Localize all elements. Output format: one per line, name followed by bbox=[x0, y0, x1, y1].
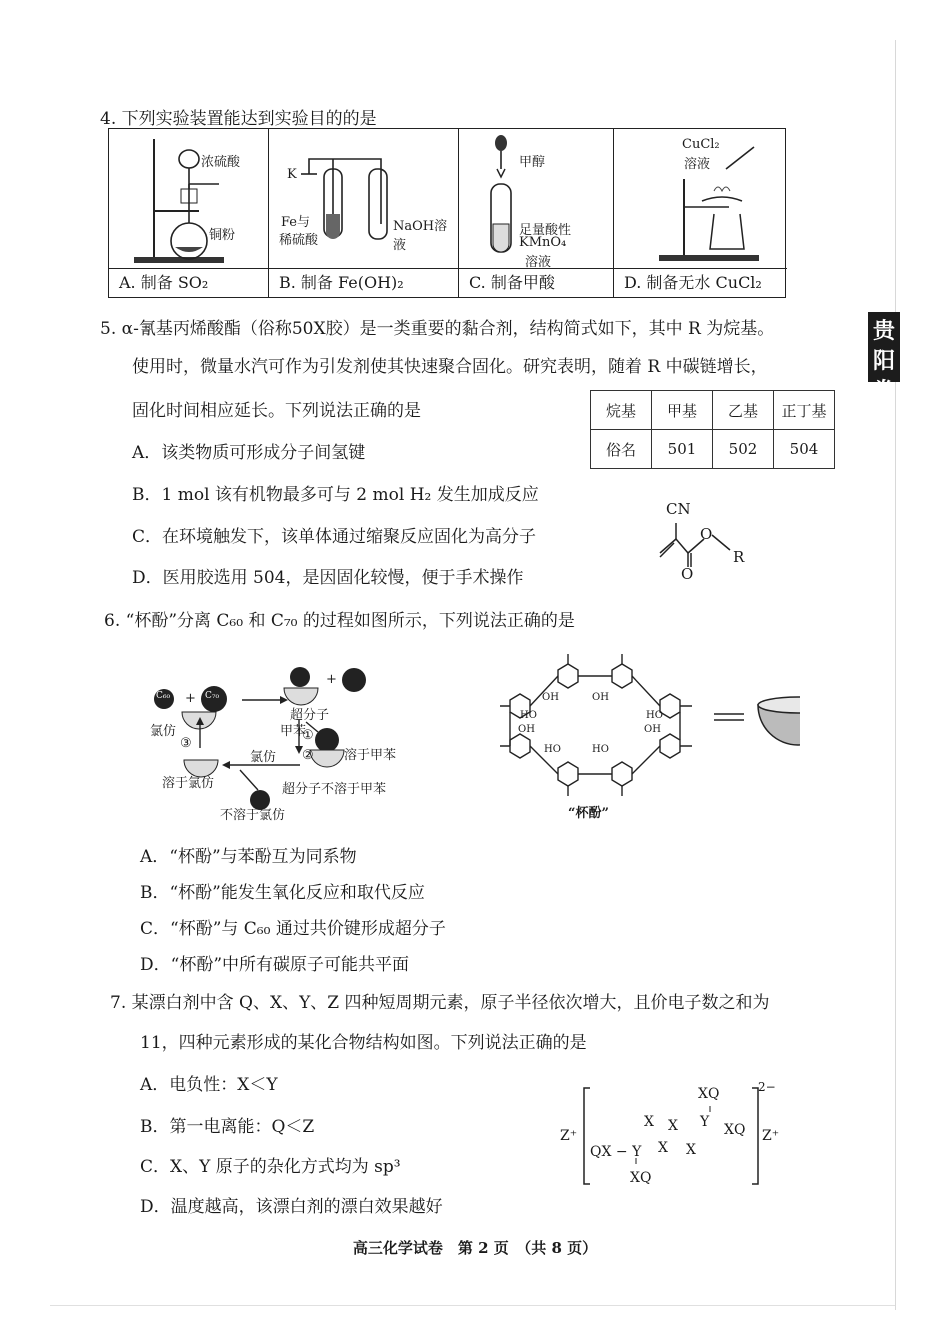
q6-option-c: C．“杯酚”与 C₆₀ 通过共价键形成超分子 bbox=[140, 919, 446, 939]
oh-label: OH bbox=[542, 692, 559, 703]
q7-option-c: C．X、Y 原子的杂化方式均为 sp³ bbox=[140, 1157, 401, 1177]
region-tab bbox=[868, 312, 900, 404]
q5-option-b: B．1 mol 该有机物最多可与 2 mol H₂ 发生加成反应 bbox=[132, 485, 539, 505]
c60-label: C₆₀ bbox=[156, 691, 171, 701]
q5-line3: 固化时间相应延长。下列说法正确的是 bbox=[132, 401, 421, 421]
table-cell: 烷基 bbox=[591, 391, 652, 430]
q4-caption-d: D. 制备无水 CuCl₂ bbox=[614, 268, 787, 297]
x-atom: X bbox=[644, 1114, 654, 1130]
q4-cell-c bbox=[459, 129, 614, 297]
oh-label: OH bbox=[592, 692, 609, 703]
q6-option-a: A．“杯酚”与苯酚互为同系物 bbox=[140, 847, 357, 867]
q7-option-a: A．电负性：X＜Y bbox=[140, 1075, 278, 1095]
struct-cn-label: CN bbox=[666, 500, 691, 518]
ho-label: HO bbox=[520, 710, 537, 721]
oh-label: OH bbox=[644, 724, 661, 735]
separation-flow-arrows bbox=[150, 650, 450, 830]
q4-c-label-methanol: 甲醇 bbox=[519, 155, 546, 170]
q4-c-label-kmno4: KMnO₄ bbox=[519, 235, 567, 250]
oh-label: OH bbox=[518, 724, 535, 735]
y-atom: Y bbox=[700, 1114, 710, 1130]
super-insoluble-label: 超分子不溶于甲苯 bbox=[282, 782, 387, 797]
q6-option-d: D．“杯酚”中所有碳原子可能共平面 bbox=[140, 955, 410, 975]
q4-a-label-copper: 铜粉 bbox=[209, 228, 236, 243]
page-edge-line bbox=[895, 40, 896, 1310]
q4-c-label-solution: 溶液 bbox=[525, 255, 552, 270]
dissolve-toluene-label: 溶于甲苯 bbox=[344, 748, 397, 763]
q7-anion-structure bbox=[560, 1080, 790, 1190]
anion-bracket-lines bbox=[560, 1080, 790, 1190]
q4-apparatus-table bbox=[108, 128, 786, 298]
chloroform-label-2: 氯仿 bbox=[250, 750, 277, 765]
separation-flow-diagram bbox=[150, 650, 450, 830]
q4-b-label-dilute-acid: 稀硫酸 bbox=[279, 233, 319, 248]
q4-cell-b bbox=[269, 129, 459, 297]
q4-b-label-naoh: NaOH溶液 bbox=[393, 219, 448, 253]
ho-label: HO bbox=[592, 744, 609, 755]
xq-bottom: XQ bbox=[630, 1170, 652, 1186]
supramolecule-label: 超分子 bbox=[290, 708, 330, 723]
q7-line2: 11，四种元素形成的某化合物结构如图。下列说法正确的是 bbox=[140, 1033, 587, 1053]
struct-r-label: R bbox=[733, 548, 745, 566]
q5-option-c: C．在环境触发下，该单体通过缩聚反应固化为高分子 bbox=[132, 527, 537, 547]
xq-right: XQ bbox=[724, 1122, 746, 1138]
q4-c-label-excess: 足量酸性 bbox=[519, 223, 572, 238]
calixarene-label: “杯酚” bbox=[568, 806, 609, 821]
region-tab-line2: 卷 bbox=[872, 379, 895, 404]
q6-stem: 6. “杯酚”分离 C₆₀ 和 C₇₀ 的过程如图所示，下列说法正确的是 bbox=[104, 611, 575, 631]
struct-o2-label: O bbox=[681, 565, 694, 583]
plus-sign: + bbox=[185, 691, 196, 706]
qx-y-group: QX − Y bbox=[590, 1144, 642, 1160]
x-atom: X bbox=[668, 1118, 678, 1134]
table-row bbox=[591, 391, 835, 430]
chloroform-label: 氯仿 bbox=[150, 724, 177, 739]
ho-label: HO bbox=[646, 710, 663, 721]
q4-b-label-k: K bbox=[287, 167, 297, 182]
table-row bbox=[591, 430, 835, 469]
q4-cell-a bbox=[109, 129, 269, 297]
table-cell: 502 bbox=[713, 430, 774, 469]
anion-charge: 2− bbox=[758, 1080, 776, 1094]
step-3-label: ③ bbox=[180, 736, 192, 751]
q4-cell-d bbox=[614, 129, 787, 297]
q4-d-label-solution: 溶液 bbox=[684, 157, 711, 172]
step-2-label: ② bbox=[302, 748, 314, 763]
table-cell: 甲基 bbox=[652, 391, 713, 430]
q7-option-d: D．温度越高，该漂白剂的漂白效果越好 bbox=[140, 1197, 443, 1217]
dissolve-chloroform-label: 溶于氯仿 bbox=[162, 776, 215, 791]
table-cell: 正丁基 bbox=[774, 391, 835, 430]
q4-caption-c: C. 制备甲酸 bbox=[459, 268, 613, 297]
calixarene-diagram bbox=[480, 650, 800, 830]
q4-b-label-fe: Fe与 bbox=[281, 215, 311, 230]
toluene-label: 甲苯 bbox=[280, 724, 307, 739]
q5-option-a: A．该类物质可形成分子间氢键 bbox=[132, 443, 366, 463]
x-atom: X bbox=[686, 1142, 696, 1158]
q6-option-b: B．“杯酚”能发生氧化反应和取代反应 bbox=[140, 883, 425, 903]
q5-line1: 5. α-氰基丙烯酸酯（俗称50X胶）是一类重要的黏合剂，结构简式如下，其中 R 为烷基。 bbox=[100, 319, 775, 339]
table-cell: 乙基 bbox=[713, 391, 774, 430]
q5-line2: 使用时，微量水汽可作为引发剂使其快速聚合固化。研究表明，随着 R 中碳链增长， bbox=[132, 357, 768, 377]
table-cell: 501 bbox=[652, 430, 713, 469]
struct-o-label: O bbox=[700, 525, 713, 543]
q4-caption-a: A. 制备 SO₂ bbox=[109, 268, 268, 297]
page-bottom-line bbox=[50, 1305, 895, 1306]
insoluble-chloroform-label: 不溶于氯仿 bbox=[220, 808, 286, 823]
q5-option-d: D．医用胶选用 504，是因固化较慢，便于手术操作 bbox=[132, 568, 524, 588]
step-1-label: ① bbox=[302, 728, 314, 743]
q4-stem: 4. 下列实验装置能达到实验目的的是 bbox=[100, 109, 377, 129]
q7-option-b: B．第一电离能：Q＜Z bbox=[140, 1117, 315, 1137]
alkyl-name-table bbox=[590, 390, 835, 469]
q4-a-label-acid: 浓硫酸 bbox=[201, 155, 241, 170]
q4-d-label-cucl2: CuCl₂ bbox=[682, 137, 720, 152]
region-tab-line1: 贵阳 bbox=[872, 319, 895, 374]
xq-top: XQ bbox=[698, 1086, 720, 1102]
table-cell: 504 bbox=[774, 430, 835, 469]
q4-caption-b: B. 制备 Fe(OH)₂ bbox=[269, 268, 458, 297]
so2-apparatus-diagram bbox=[109, 129, 269, 271]
z-cation-right: Z⁺ bbox=[762, 1128, 780, 1144]
plus-sign-2: + bbox=[326, 672, 337, 687]
ho-label: HO bbox=[544, 744, 561, 755]
z-cation-left: Z⁺ bbox=[560, 1128, 578, 1144]
table-cell: 俗名 bbox=[591, 430, 652, 469]
x-atom: X bbox=[658, 1140, 668, 1156]
page-footer: 高三化学试卷 第 2 页 （共 8 页） bbox=[352, 1239, 598, 1257]
q7-line1: 7. 某漂白剂中含 Q、X、Y、Z 四种短周期元素，原子半径依次增大，且价电子数之和为 bbox=[110, 993, 770, 1013]
c70-label: C₇₀ bbox=[205, 691, 220, 701]
